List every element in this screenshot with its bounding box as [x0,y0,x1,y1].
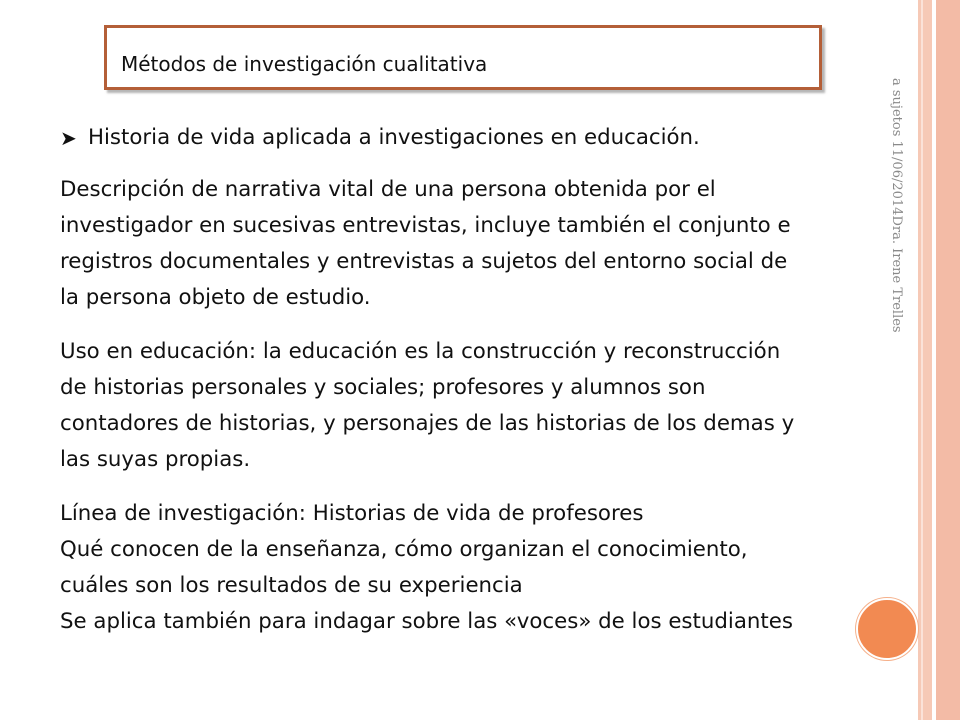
linea-line: Se aplica también para indagar sobre las «voces» de los estudiantes [60,609,793,634]
description-line: registros documentales y entrevistas a sujetos del entorno social de [60,249,788,274]
arrow-bullet-icon: ➤ [60,126,77,150]
linea-line: cuáles son los resultados de su experiencia [60,573,523,598]
decorative-circle [856,598,918,660]
bullet-text: Historia de vida aplicada a investigaciones en educación. [88,125,700,150]
uso-line: las suyas propias. [60,447,251,472]
bullet-item [60,120,878,156]
side-date: a sujetos 11/06/2014 [889,78,904,216]
uso-line: Uso en educación: la educación es la construcción y reconstrucción [60,339,781,364]
uso-paragraph [60,334,878,478]
description-line: Descripción de narrativa vital de una persona obtenida por el [60,177,716,202]
linea-line: Línea de investigación: Historias de vida de profesores [60,501,644,526]
linea-line: Qué conocen de la enseñanza, cómo organizan el conocimiento, [60,537,748,562]
description-line: investigador en sucesivas entrevistas, incluye también el conjunto e [60,213,791,238]
paragraph-gap [60,478,878,496]
linea-paragraph [60,496,878,640]
description-paragraph [60,172,878,316]
description-line: la persona objeto de estudio. [60,285,371,310]
slide-content [60,120,878,640]
right-stripe-highlight [921,0,923,720]
uso-line: contadores de historias, y personajes de las historias de los demas y [60,411,795,436]
side-author: Dra. Irene Trelles [889,215,904,333]
title-box [104,25,822,90]
right-stripe-outer [936,0,960,720]
paragraph-gap [60,316,878,334]
uso-line: de historias personales y sociales; profesores y alumnos son [60,375,706,400]
side-footer [886,78,904,398]
slide-title: Métodos de investigación cualitativa [121,52,488,76]
